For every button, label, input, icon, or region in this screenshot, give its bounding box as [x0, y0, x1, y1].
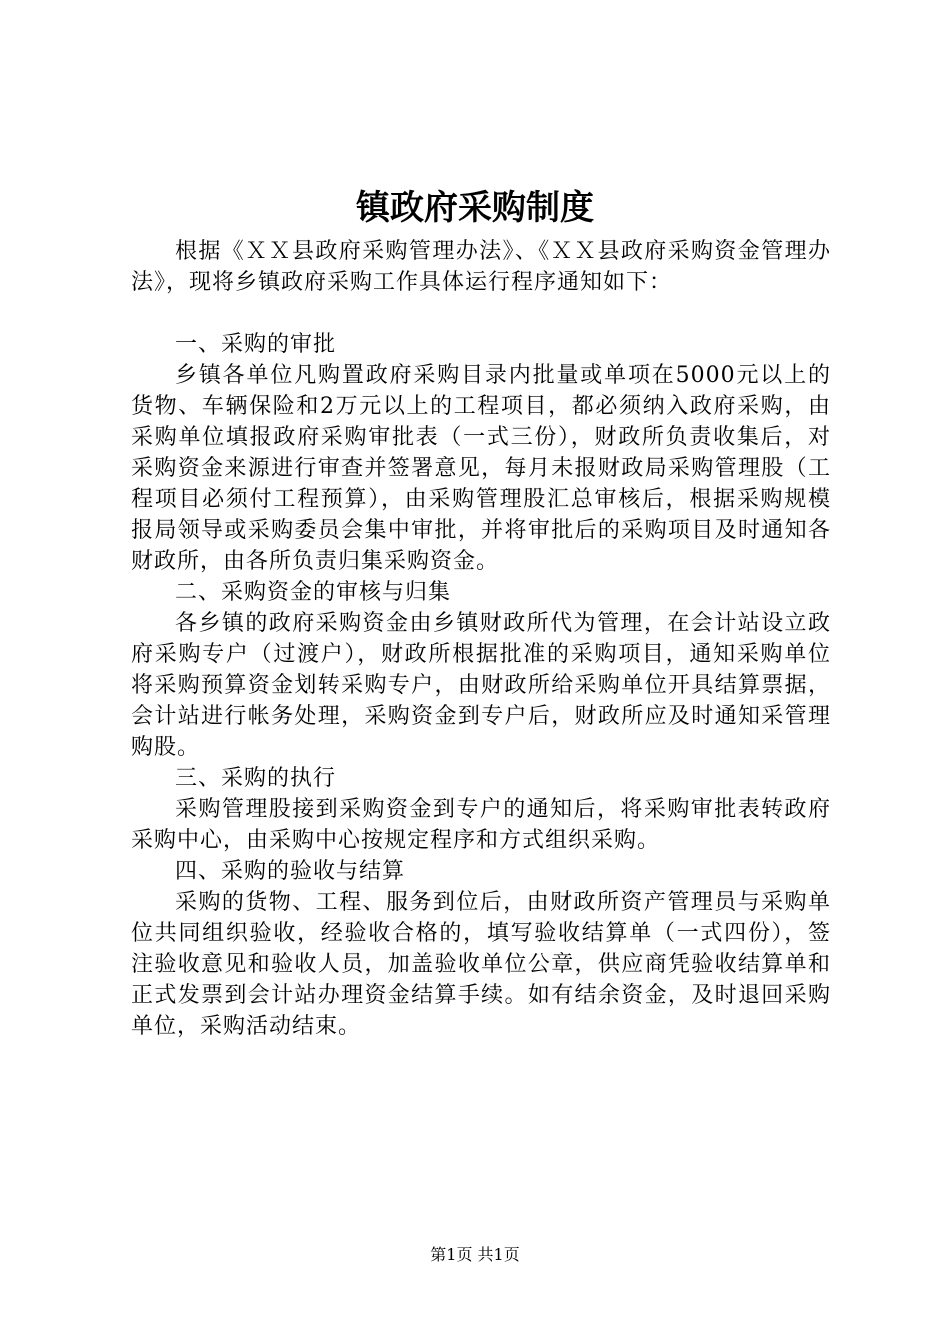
document-body [131, 236, 831, 1042]
section-paragraph: 采购的货物、工程、服务到位后，由财政所资产管理员与采购单位共同组织验收，经验收合格的，填写验收结算单（一式四份），签注验收意见和验收人员，加盖验收单位公章，供应商凭验收结算单和正式发票到会计站办理资金结算手续。如有结余资金，及时退回采购单位，采购活动结束。 [131, 890, 831, 1039]
page-number-footer: 第1页 共1页 [430, 1245, 520, 1264]
section-paragraph: 采购管理股接到采购资金到专户的通知后，将采购审批表转政府采购中心，由采购中心按规定程序和方式组织采购。 [131, 797, 831, 853]
intro-paragraph: 根据《ＸＸ县政府采购管理办法》、《ＸＸ县政府采购资金管理办法》，现将乡镇政府采购工作具体运行程序通知如下： [131, 239, 831, 295]
section-paragraph: 乡镇各单位凡购置政府采购目录内批量或单项在5000元以上的货物、车辆保险和2万元以上的工程项目，都必须纳入政府采购，由采购单位填报政府采购审批表（一式三份），财政所负责收集后，对采购资金来源进行审查并签署意见，每月未报财政局采购管理股（工程项目必须付工程预算），由采购管理股汇总审核后，根据采购规模报局领导或采购委员会集中审批，并将审批后的采购项目及时通知各财政所，由各所负责归集采购资金。 [131, 363, 831, 574]
section-heading: 三、采购的执行 [175, 766, 337, 791]
section-paragraph: 各乡镇的政府采购资金由乡镇财政所代为管理，在会计站设立政府采购专户（过渡户），财政所根据批准的采购项目，通知采购单位将采购预算资金划转采购专户，由财政所给采购单位开具结算票据，会计站进行帐务处理，采购资金到专户后，财政所应及时通知采管理购股。 [131, 611, 831, 760]
section-heading: 一、采购的审批 [175, 332, 337, 357]
section-heading: 二、采购资金的审核与归集 [175, 580, 452, 605]
document-title: 镇政府采购制度 [356, 188, 594, 228]
section-heading: 四、采购的验收与结算 [175, 859, 406, 884]
